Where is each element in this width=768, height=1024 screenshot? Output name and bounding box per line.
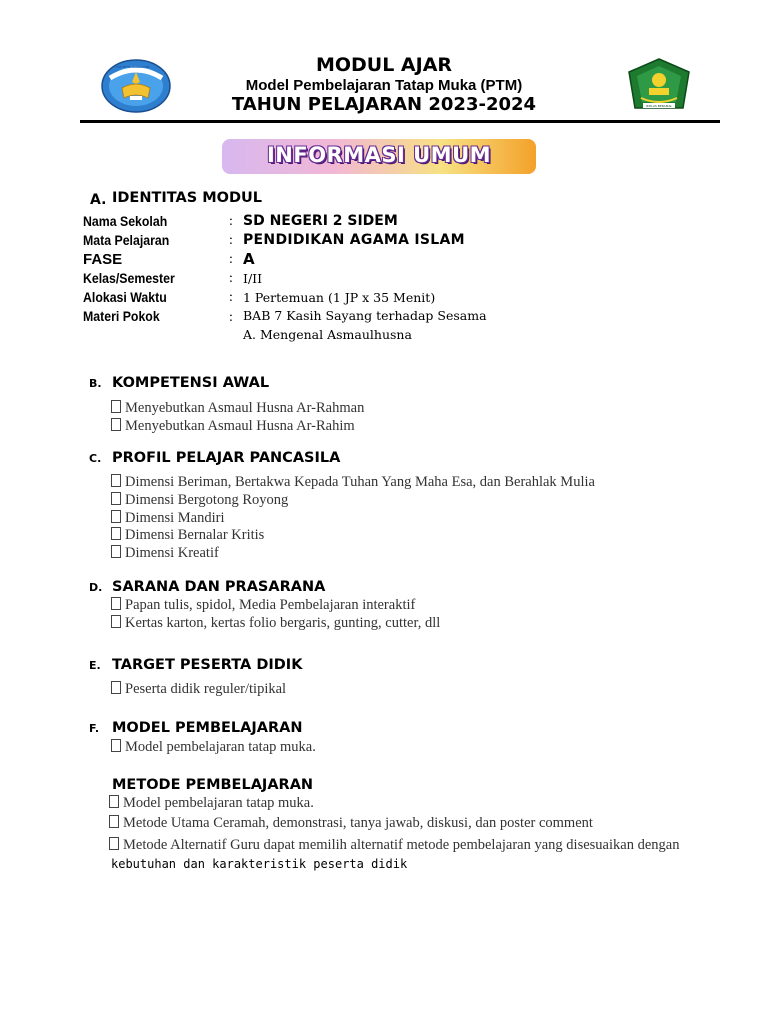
list-item-text: Model pembelajaran tatap muka. bbox=[123, 795, 314, 811]
value-materi-pokok: BAB 7 Kasih Sayang terhadap Sesama bbox=[243, 308, 487, 323]
section-letter-a: A. bbox=[90, 192, 107, 208]
label-fase: FASE bbox=[83, 251, 123, 268]
checkbox-icon bbox=[111, 510, 121, 523]
list-item bbox=[111, 527, 264, 544]
section-letter-c: C. bbox=[89, 452, 102, 465]
list-item-continuation: kebutuhan dan karakteristik peserta didik bbox=[111, 857, 408, 871]
page-title: MODUL AJAR bbox=[315, 54, 453, 76]
label-mata-pelajaran: Mata Pelajaran bbox=[83, 232, 170, 248]
list-item bbox=[109, 795, 314, 812]
checkbox-icon bbox=[111, 492, 121, 505]
list-item-text: Papan tulis, spidol, Media Pembelajaran interaktif bbox=[125, 597, 416, 613]
checkbox-icon bbox=[111, 739, 121, 752]
checkbox-icon bbox=[109, 795, 119, 808]
checkbox-icon bbox=[111, 545, 121, 558]
list-item-text: Metode Utama Ceramah, demonstrasi, tanya jawab, diskusi, dan poster comment bbox=[123, 815, 593, 831]
colon: : bbox=[229, 214, 233, 229]
list-item-text: Dimensi Mandiri bbox=[125, 510, 225, 526]
list-item-text: Dimensi Beriman, Bertakwa Kepada Tuhan Yang Maha Esa, dan Berahlak Mulia bbox=[125, 474, 595, 490]
list-item-text: Dimensi Bernalar Kritis bbox=[125, 527, 265, 543]
value-alokasi-waktu: 1 Pertemuan (1 JP x 35 Menit) bbox=[243, 290, 436, 305]
colon: : bbox=[229, 252, 233, 267]
list-item bbox=[109, 837, 679, 854]
list-item bbox=[111, 418, 355, 435]
checkbox-icon bbox=[111, 615, 121, 628]
colon: : bbox=[229, 310, 233, 325]
section-letter-f: F. bbox=[89, 722, 100, 735]
label-materi-pokok: Materi Pokok bbox=[83, 308, 160, 324]
colon: : bbox=[229, 271, 233, 286]
colon: : bbox=[229, 290, 233, 305]
checkbox-icon bbox=[111, 400, 121, 413]
checkbox-icon bbox=[109, 815, 119, 828]
list-item-text: Kertas karton, kertas folio bergaris, gunting, cutter, dll bbox=[125, 615, 441, 631]
value-materi-pokok-sub: A. Mengenal Asmaulhusna bbox=[243, 327, 412, 342]
colon: : bbox=[229, 233, 233, 248]
list-item-text: Peserta didik reguler/tipikal bbox=[125, 681, 287, 697]
checkbox-icon bbox=[111, 681, 121, 694]
list-item-text: Menyebutkan Asmaul Husna Ar-Rahim bbox=[125, 418, 355, 434]
section-title-metode: METODE PEMBELAJARAN bbox=[112, 777, 314, 793]
list-item-text: Dimensi Bergotong Royong bbox=[125, 492, 289, 508]
list-item bbox=[109, 815, 593, 832]
value-nama-sekolah: SD NEGERI 2 SIDEM bbox=[243, 213, 398, 229]
label-kelas-semester: Kelas/Semester bbox=[83, 270, 175, 286]
section-title-profil: PROFIL PELAJAR PANCASILA bbox=[112, 450, 341, 466]
list-item bbox=[111, 545, 219, 562]
checkbox-icon bbox=[111, 418, 121, 431]
header-divider bbox=[80, 120, 720, 123]
section-letter-d: D. bbox=[89, 581, 103, 594]
list-item-text: Metode Alternatif Guru dapat memilih alternatif metode pembelajaran yang disesuaikan dengan bbox=[123, 837, 680, 853]
list-item bbox=[111, 474, 595, 491]
list-item bbox=[111, 492, 288, 509]
section-letter-b: B. bbox=[89, 377, 102, 390]
section-title-target: TARGET PESERTA DIDIK bbox=[112, 657, 303, 673]
label-alokasi-waktu: Alokasi Waktu bbox=[83, 289, 167, 305]
list-item-text: Model pembelajaran tatap muka. bbox=[125, 739, 316, 755]
value-kelas-semester: I/II bbox=[243, 271, 263, 286]
list-item-text: Menyebutkan Asmaul Husna Ar-Rahman bbox=[125, 400, 365, 416]
left-logo-caption: TUT WURI HANDAYANI bbox=[116, 65, 150, 69]
section-letter-e: E. bbox=[89, 659, 101, 672]
section-title-kompetensi: KOMPETENSI AWAL bbox=[112, 375, 270, 391]
banner-text: INFORMASI UMUM bbox=[266, 143, 492, 167]
academic-year: TAHUN PELAJARAN 2023-2024 bbox=[231, 94, 537, 115]
list-item bbox=[111, 510, 224, 527]
value-mata-pelajaran: PENDIDIKAN AGAMA ISLAM bbox=[243, 232, 465, 248]
value-fase: A bbox=[243, 250, 255, 268]
checkbox-icon bbox=[109, 837, 119, 850]
checkbox-icon bbox=[111, 527, 121, 540]
checkbox-icon bbox=[111, 474, 121, 487]
list-item bbox=[111, 615, 440, 632]
right-logo-caption: IKHLAS BERAMAL bbox=[646, 104, 673, 108]
section-title-model: MODEL PEMBELAJARAN bbox=[112, 720, 303, 736]
list-item bbox=[111, 597, 415, 614]
list-item bbox=[111, 681, 286, 698]
informasi-umum-banner bbox=[222, 139, 536, 174]
section-title-sarana: SARANA DAN PRASARANA bbox=[112, 579, 326, 595]
label-nama-sekolah: Nama Sekolah bbox=[83, 213, 168, 229]
page-subtitle: Model Pembelajaran Tatap Muka (PTM) bbox=[245, 77, 523, 94]
checkbox-icon bbox=[111, 597, 121, 610]
list-item bbox=[111, 739, 316, 756]
list-item-text: Dimensi Kreatif bbox=[125, 545, 219, 561]
list-item bbox=[111, 400, 364, 417]
section-title-identitas: IDENTITAS MODUL bbox=[112, 190, 263, 206]
